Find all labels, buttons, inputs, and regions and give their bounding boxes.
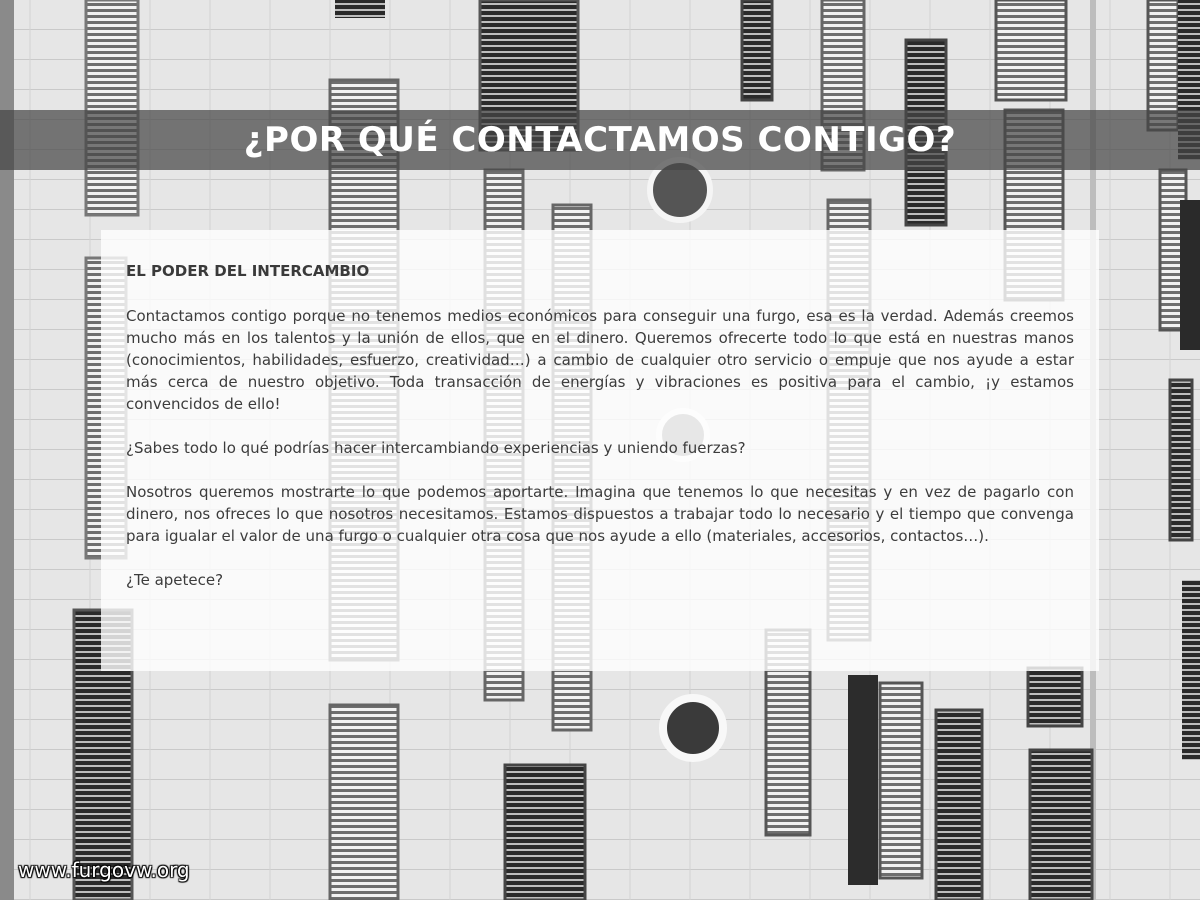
- watermark-url: www.furgovw.org: [18, 858, 190, 882]
- paragraph-2: ¿Sabes todo lo qué podrías hacer intercambiando experiencias y uniendo fuerzas?: [126, 439, 746, 457]
- paragraph-1: Contactamos contigo porque no tenemos medios económicos para conseguir una furgo, esa es la verdad. Además creemos mucho más en los talentos y la unión de ellos, que en el dinero. Queremos ofrecerte todo lo que está en nuestras manos (conocimientos, habilidades, esfuerzo, creatividad…) a cambio de cualquier otro servicio o empuje que nos ayude a estar más cerca de nuestro objetivo. Toda transacción de energías y vibraciones es positiva para el cambio, ¡y estamos convencidos de ello!: [126, 307, 1074, 413]
- paragraph-3: Nosotros queremos mostrarte lo que podemos aportarte. Imagina que tenemos lo que necesitas y en vez de pagarlo con dinero, nos ofreces lo que nosotros necesitamos. Estamos dispuestos a trabajar todo lo necesario y el tiempo que convenga para igualar el valor de una furgo o cualquier otra cosa que nos ayude a ello (materiales, accesorios, contactos…).: [126, 483, 1074, 545]
- page-title: ¿POR QUÉ CONTACTAMOS CONTIGO?: [243, 120, 957, 160]
- section-heading: EL PODER DEL INTERCAMBIO: [126, 262, 370, 280]
- content-panel: [101, 230, 1099, 671]
- paragraph-4: ¿Te apetece?: [126, 571, 224, 589]
